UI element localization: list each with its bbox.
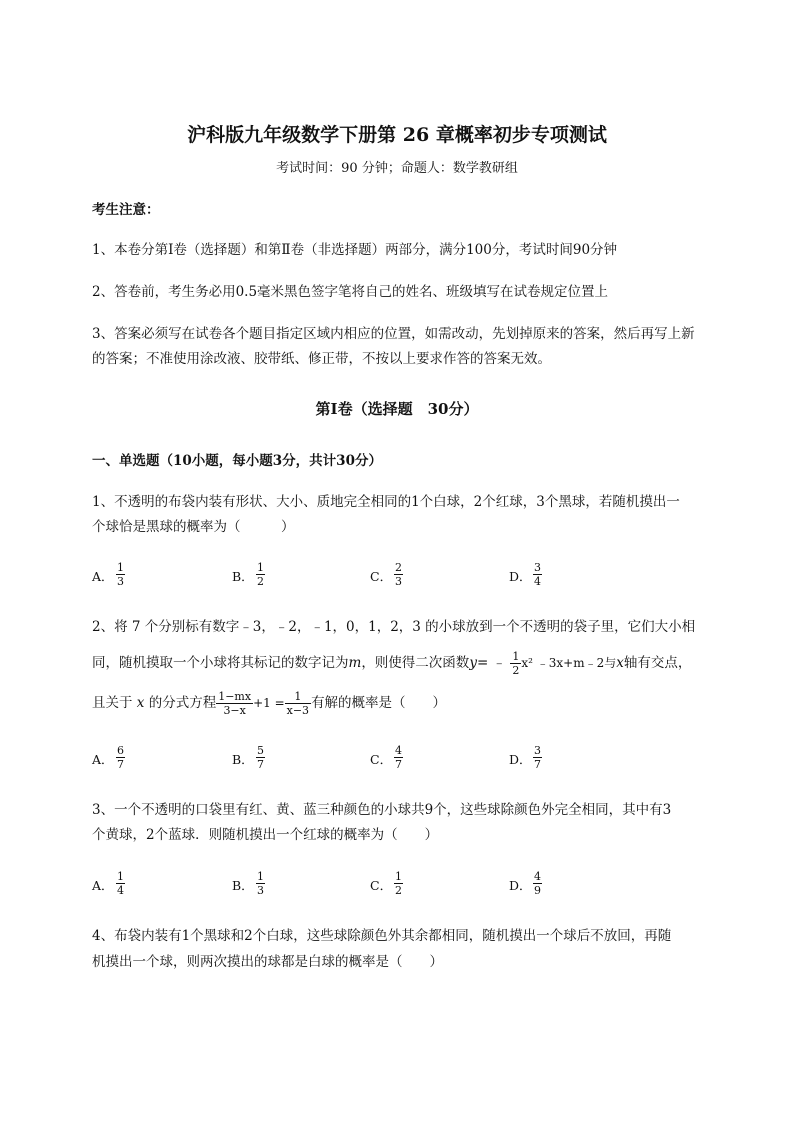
denominator: 4: [117, 884, 124, 897]
denominator: 7: [395, 758, 402, 771]
denominator: 2: [512, 664, 520, 677]
numerator: 6: [117, 744, 124, 757]
text: 同，随机摸取一个小球将其标记的数字记为: [92, 655, 349, 671]
denominator: 3: [395, 575, 402, 588]
option-fraction: [256, 870, 265, 897]
question-2-line-3: [92, 690, 446, 717]
option-fraction: [256, 744, 265, 771]
fraction-half: [510, 650, 521, 677]
question-4-line-2: 机摸出一个球，则两次摸出的球都是白球的概率是（ ）: [92, 954, 443, 970]
denominator: 2: [395, 884, 402, 897]
fraction-left: [216, 690, 253, 717]
denominator: 7: [534, 758, 541, 771]
option-fraction: [256, 561, 265, 588]
option-fraction: [394, 561, 403, 588]
numerator: 1: [117, 870, 124, 883]
option-label: D．: [509, 878, 532, 893]
numerator: 1: [395, 870, 402, 883]
question-3-line-2: 个黄球，2个蓝球．则随机摸出一个红球的概率为（ ）: [92, 827, 439, 843]
option-label: B．: [232, 878, 254, 893]
notice-item-1: 1、本卷分第Ⅰ卷（选择题）和第Ⅱ卷（非选择题）两部分，满分100分，考试时间90分钟: [92, 242, 618, 258]
expression: x² ﹣3x+m﹣2与: [521, 656, 617, 670]
text: = ﹣: [476, 655, 507, 671]
denominator: 3: [257, 884, 264, 897]
option-label: B．: [232, 569, 254, 584]
option-fraction: [116, 561, 125, 588]
denominator: 9: [534, 884, 541, 897]
exam-info: 考试时间：90 分钟；命题人：数学教研组: [276, 161, 518, 176]
denominator: 3: [117, 575, 124, 588]
notice-heading: 考生注意：: [92, 202, 160, 218]
numerator: 1: [257, 870, 264, 883]
option-label: C．: [370, 752, 393, 767]
denominator: 4: [534, 575, 541, 588]
variable-m: m: [348, 655, 362, 671]
question-4-line-1: 4、布袋内装有1个黑球和2个白球，这些球除颜色外其余都相同，随机摸出一个球后不放回，再随: [92, 928, 672, 944]
numerator: 1: [257, 561, 264, 574]
numerator: 3: [534, 561, 541, 574]
numerator: 5: [257, 744, 264, 757]
option-fraction: [116, 744, 125, 771]
numerator: 1: [512, 650, 520, 663]
text: ，则使得二次函数: [361, 655, 470, 671]
question-1-line-1: 1、不透明的布袋内装有形状、大小、质地完全相同的1个白球，2个红球，3个黑球，若随机摸出一: [92, 494, 680, 510]
variable-x: x: [136, 695, 145, 711]
fraction-right: [285, 690, 311, 717]
numerator: 3: [534, 744, 541, 757]
question-1-line-2: 个球恰是黑球的概率为（ ）: [92, 519, 295, 535]
numerator: 1: [285, 690, 311, 704]
page-title: 沪科版九年级数学下册第 26 章概率初步专项测试: [187, 124, 607, 146]
section-heading: 一、单选题（10小题，每小题3分，共计30分）: [92, 453, 382, 469]
part-title: 第Ⅰ卷（选择题 30分）: [315, 400, 479, 418]
denominator: 2: [257, 575, 264, 588]
notice-item-2: 2、答卷前，考生务必用0.5毫米黑色签字笔将自己的姓名、班级填写在试卷规定位置上: [92, 284, 609, 300]
notice-item-3-cont: 的答案；不准使用涂改液、胶带纸、修正带，不按以上要求作答的答案无效。: [92, 351, 551, 367]
text: 的分式方程: [148, 695, 217, 711]
plus-one: +1 =: [253, 696, 285, 710]
option-fraction: [394, 870, 403, 897]
question-2-line-1: 2、将 7 个分别标有数字﹣3，﹣2，﹣1，0，1，2，3 的小球放到一个不透明的袋子里，它们大小相: [92, 619, 696, 635]
option-label: C．: [370, 569, 393, 584]
option-label: D．: [509, 752, 532, 767]
denominator: x−3: [286, 704, 310, 717]
text: 有解的概率是（ ）: [311, 695, 447, 711]
text: 轴有交点，: [623, 655, 692, 671]
numerator: 2: [395, 561, 402, 574]
question-3-line-1: 3、一个不透明的口袋里有红、黄、蓝三种颜色的小球共9个，这些球除颜色外完全相同，其中有3: [92, 802, 672, 818]
text: 且关于: [92, 695, 133, 711]
option-fraction: [533, 870, 542, 897]
numerator: 1−mx: [218, 690, 252, 703]
option-label: B．: [232, 752, 254, 767]
numerator: 4: [534, 870, 541, 883]
option-label: A．: [92, 569, 114, 584]
option-label: D．: [509, 569, 532, 584]
denominator: 7: [117, 758, 124, 771]
option-fraction: [533, 561, 542, 588]
option-label: A．: [92, 878, 114, 893]
denominator: 7: [257, 758, 264, 771]
notice-item-3: 3、答案必须写在试卷各个题目指定区域内相应的位置，如需改动，先划掉原来的答案，然后再写上新: [92, 326, 695, 342]
denominator: 3−x: [223, 704, 246, 717]
numerator: 4: [395, 744, 402, 757]
option-fraction: [394, 744, 403, 771]
option-fraction: [116, 870, 125, 897]
variable-x: x: [616, 655, 624, 671]
numerator: 1: [117, 561, 124, 574]
variable-y: y: [469, 655, 477, 671]
option-fraction: [533, 744, 542, 771]
option-label: A．: [92, 752, 114, 767]
option-label: C．: [370, 878, 393, 893]
question-2-line-2: [92, 650, 691, 677]
